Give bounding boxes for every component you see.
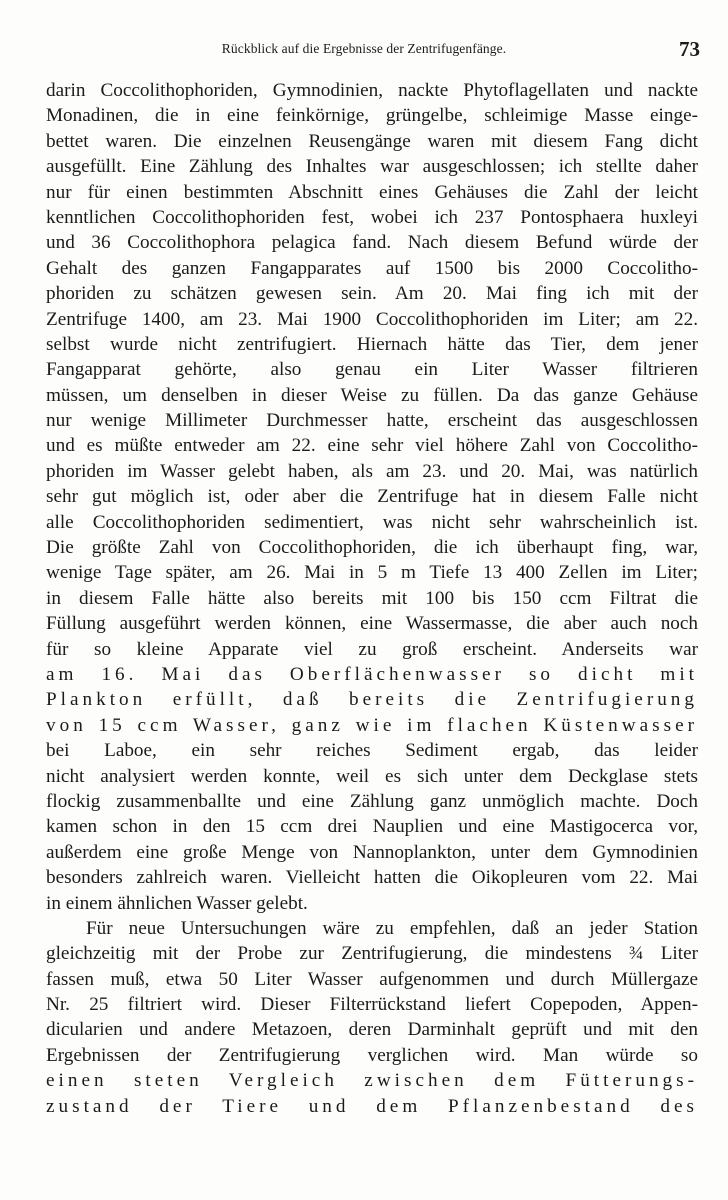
- page-number: 73: [679, 37, 700, 61]
- text-line: müssen, um denselben in dieser Weise zu füllen. Da das ganze Gehäuse: [46, 384, 698, 406]
- text-line: wenige Tage später, am 26. Mai in 5 m Tiefe 13 400 Zellen im Liter;: [46, 562, 698, 584]
- text-line: Die größte Zahl von Coccolithophoriden, die ich überhaupt fing, war,: [46, 537, 698, 559]
- text-line: sehr gut möglich ist, oder aber die Zentrifuge hat in diesem Falle nicht: [46, 486, 698, 508]
- text-line: und 36 Coccolithophora pelagica fand. Nach diesem Befund würde der: [46, 232, 698, 254]
- text-line: nur wenige Millimeter Durchmesser hatte, erscheint das ausgeschlossen: [46, 410, 698, 432]
- text-line: bei Laboe, ein sehr reiches Sediment ergab, das leider: [46, 740, 698, 762]
- text-line: von 15 ccm Wasser, ganz wie im flachen Küstenwasser: [46, 714, 698, 736]
- text-line: phoriden zu schätzen gewesen sein. Am 20. Mai fing ich mit der: [46, 283, 698, 305]
- text-line: fassen muß, etwa 50 Liter Wasser aufgenommen und durch Müllergaze: [46, 968, 698, 990]
- text-line: darin Coccolithophoriden, Gymnodinien, nackte Phytoflagellaten und nackte: [46, 80, 698, 101]
- text-line: Monadinen, die in eine feinkörnige, grüngelbe, schleimige Masse einge-: [46, 105, 698, 127]
- text-line: kenntlichen Coccolithophoriden fest, wobei ich 237 Pontosphaera huxleyi: [46, 206, 698, 228]
- text-line: gleichzeitig mit der Probe zur Zentrifugierung, die mindestens ¾ Liter: [46, 943, 698, 965]
- text-line: phoriden im Wasser gelebt haben, als am 23. und 20. Mai, was natürlich: [46, 460, 698, 482]
- text-line: kamen schon in den 15 ccm drei Nauplien und eine Mastigocerca vor,: [46, 816, 698, 838]
- text-line: und es müßte entweder am 22. eine sehr viel höhere Zahl von Coccolitho-: [46, 435, 698, 457]
- text-line: ausgefüllt. Eine Zählung des Inhaltes war ausgeschlossen; ich stellte daher: [46, 156, 698, 178]
- text-line: Ergebnissen der Zentrifugierung verglichen wird. Man würde so: [46, 1044, 698, 1066]
- text-line: nicht analysiert werden konnte, weil es sich unter dem Deckglase stets: [46, 765, 698, 787]
- text-line: besonders zahlreich waren. Vielleicht hatten die Oikopleuren vom 22. Mai: [46, 867, 698, 889]
- paragraph-first-line: Für neue Untersuchungen wäre zu empfehlen, daß an jeder Station: [86, 917, 698, 939]
- text-line: Füllung ausgeführt werden können, eine Wassermasse, die aber auch noch: [46, 613, 698, 635]
- text-line: Fangapparat gehörte, also genau ein Liter Wasser filtrieren: [46, 359, 698, 381]
- text-line: für so kleine Apparate viel zu groß erscheint. Anderseits war: [46, 638, 698, 660]
- running-title: Rückblick auf die Ergebnisse der Zentrifugenfänge.: [221, 41, 507, 56]
- text-line: selbst wurde nicht zentrifugiert. Hiernach hätte das Tier, dem jener: [46, 333, 698, 355]
- text-line: nur für einen bestimmten Abschnitt eines Gehäuses die Zahl der leicht: [46, 181, 698, 203]
- text-line: außerdem eine große Menge von Nannoplankton, unter dem Gymnodinien: [46, 841, 698, 863]
- text-line: Gehalt des ganzen Fangapparates auf 1500 bis 2000 Coccolitho-: [46, 257, 698, 279]
- text-line: in diesem Falle hätte also bereits mit 100 bis 150 ccm Filtrat die: [46, 587, 698, 609]
- text-line: bettet waren. Die einzelnen Reusengänge waren mit diesem Fang dicht: [46, 130, 698, 152]
- text-line: zustand der Tiere und dem Pflanzenbestand des: [46, 1095, 698, 1117]
- text-line: Nr. 25 filtriert wird. Dieser Filterrückstand liefert Copepoden, Appen-: [46, 994, 698, 1016]
- text-line: am 16. Mai das Oberflächenwasser so dicht mit: [46, 663, 698, 685]
- text-line: einen steten Vergleich zwischen dem Fütterungs-: [46, 1070, 698, 1092]
- body-text: [46, 78, 698, 1119]
- text-line: alle Coccolithophoriden sedimentiert, was nicht sehr wahrscheinlich ist.: [46, 511, 698, 533]
- text-line: Plankton erfüllt, daß bereits die Zentrifugierung: [46, 689, 698, 711]
- text-line: dicularien und andere Metazoen, deren Darminhalt geprüft und mit den: [46, 1019, 698, 1041]
- text-line: Zentrifuge 1400, am 23. Mai 1900 Coccolithophoriden im Liter; am 22.: [46, 308, 698, 330]
- paragraph-end-line: in einem ähnlichen Wasser gelebt.: [46, 892, 308, 914]
- text-line: flockig zusammenballte und eine Zählung ganz unmöglich machte. Doch: [46, 790, 698, 812]
- page-header: [0, 38, 728, 64]
